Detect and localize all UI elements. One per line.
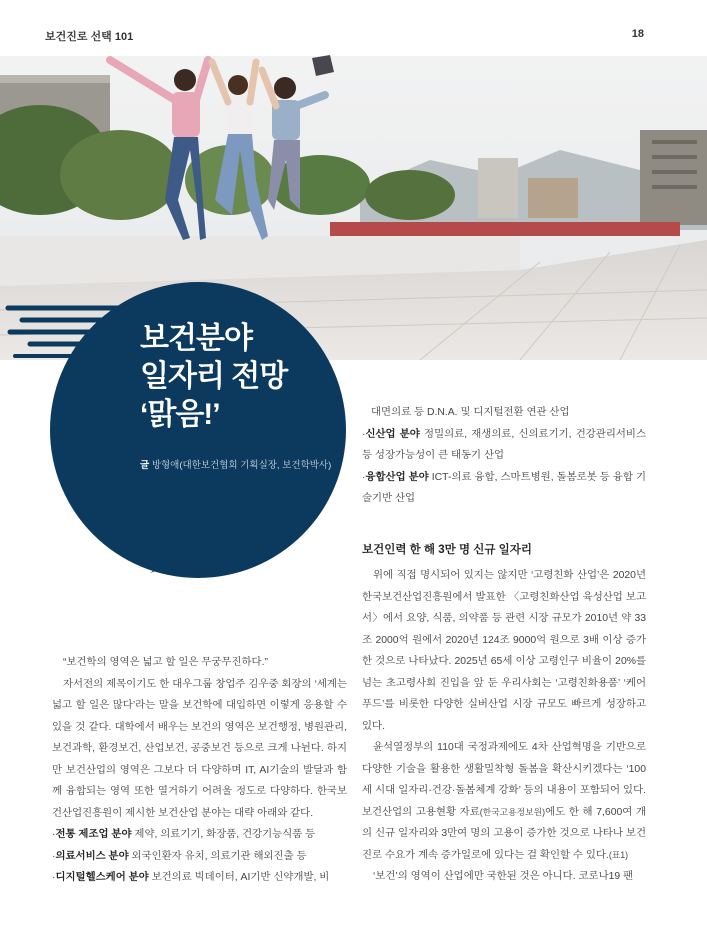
headline-line-3: ‘맑음!’ xyxy=(140,398,220,431)
section-title: 보건진로 선택 101 xyxy=(45,31,134,43)
speech-tail-shape xyxy=(150,545,210,575)
bullet-title: 의료서비스 분야 xyxy=(55,850,129,862)
bullet-item: ·전통 제조업 분야 제약, 의료기기, 화장품, 건강기능식품 등 xyxy=(52,829,316,840)
paragraph: 위에 직접 명시되어 있지는 않지만 ‘고령친화 산업’은 2020년 한국보건산업진흥원에서 발표한 〈고령친화산업 육성산업 보고서〉에서 요양, 식품, 의약품 등 관련 시장 규모가 2010년 약 33조 2000억 원에서 2020년 124조 9000억 원으로 3배 이상 증가한 것으로 나타났다. 2025년 65세 이상 고령인구 비율이 20%를 넘는 초고령사회 진입을 앞 둔 우리사회는 ‘고령친화용품’ ‘케어푸드’를 비롯한 다양한 실버산업 시장 규모도 빠르게 성장하고 있다. xyxy=(362,570,646,732)
bullet-title: 신산업 분야 xyxy=(365,428,420,440)
source-note: (한국고용정보원) xyxy=(479,806,546,817)
byline-label: 글 xyxy=(140,460,150,471)
bullet-title: 전통 제조업 분야 xyxy=(55,829,132,840)
section-subheading: 보건인력 한 해 3만 명 신규 일자리 xyxy=(362,543,532,556)
bullet-continuation: 대면의료 등 D.N.A. 및 디지털전환 연관 산업 xyxy=(371,407,570,418)
paragraph-text: 윤석열정부의 110대 국정과제에도 4차 산업혁명을 기반으로 다양한 기술을 활용한 생활밀착형 돌봄을 확산시키겠다는 ‘100세 시대 일자리·건강·돌봄체계 강화’ 등의 내용이 포함되어 있다. 보건산업의 고용현황 자료 xyxy=(362,742,646,818)
paragraph: ‘보건’의 영역이 산업에만 국한된 것은 아니다. 코로나19 팬 xyxy=(373,871,634,882)
paragraph-text: 에도 한 해 7,600여 개의 신규 일자리와 3만여 명의 고용이 증가한 것으로 나타나 보건진로 수요가 계속 증가일로에 있다는 걸 확인할 수 있다. xyxy=(362,806,646,861)
bullet-item: ·융합산업 분야 ICT-의료 융합, 스마트병원, 돌봄로봇 등 융합 기술기반 산업 xyxy=(362,471,647,504)
headline-line-2: 일자리 전망 xyxy=(140,360,288,393)
bullet-text: 제약, 의료기기, 화장품, 건강기능식품 등 xyxy=(134,829,316,840)
headline xyxy=(140,320,350,434)
bullet-text: 보건의료 빅데이터, AI기반 신약개발, 비 xyxy=(151,872,330,883)
paragraph xyxy=(362,737,646,866)
bullet-text: 외국인환자 유치, 의료기관 해외진출 등 xyxy=(131,850,307,862)
bullet-title: 융합산업 분야 xyxy=(365,471,429,483)
page-number: 18 xyxy=(631,28,644,40)
bullet-text: ICT-의료 융합, 스마트병원, 돌봄로봇 등 융합 기술기반 산업 xyxy=(362,471,647,504)
bullet-title: 디지털헬스케어 분야 xyxy=(55,872,149,883)
headline-line-1: 보건분야 xyxy=(140,322,252,355)
byline xyxy=(140,457,331,471)
left-column xyxy=(52,652,347,889)
byline-author: 방형애(대한보건협회 기획실장, 보건학박사) xyxy=(151,460,332,471)
opening-quote: “보건학의 영역은 넓고 할 일은 무궁무진하다.” xyxy=(63,657,268,668)
paragraph: 자서전의 제목이기도 한 대우그룹 창업주 김우중 회장의 ‘세계는 넓고 할 일은 많다’라는 말을 보건학에 대입하면 이렇게 응용할 수 있을 것 같다. 대학에서 배우는 보건의 영역은 보건행정, 병원관리, 보건과학, 환경보건, 산업보건, 공중보건 등으로 크게 나뉜다. 하지만 보건산업의 영역은 그보다 더 다양하며 IT, AI기술의 발달과 함께 융합되는 영역 또한 열거하기 어려울 정도로 다양하다. 한국보건산업진흥원이 제시한 보건산업 분야는 대략 아래와 같다. xyxy=(52,678,347,819)
bullet-text: 정밀의료, 재생의료, 신의료기기, 건강관리서비스 등 성장가능성이 큰 태동기 산업 xyxy=(362,428,646,461)
bullet-item: ·의료서비스 분야 외국인환자 유치, 의료기관 해외진출 등 xyxy=(52,850,307,862)
page-header xyxy=(0,0,707,60)
table-reference: (표1) xyxy=(608,849,629,860)
right-column xyxy=(362,402,646,888)
bullet-item: ·신산업 분야 정밀의료, 재생의료, 신의료기기, 건강관리서비스 등 성장가능성이 큰 태동기 산업 xyxy=(362,428,646,461)
bullet-item: ·디지털헬스케어 분야 보건의료 빅데이터, AI기반 신약개발, 비 xyxy=(52,872,330,883)
